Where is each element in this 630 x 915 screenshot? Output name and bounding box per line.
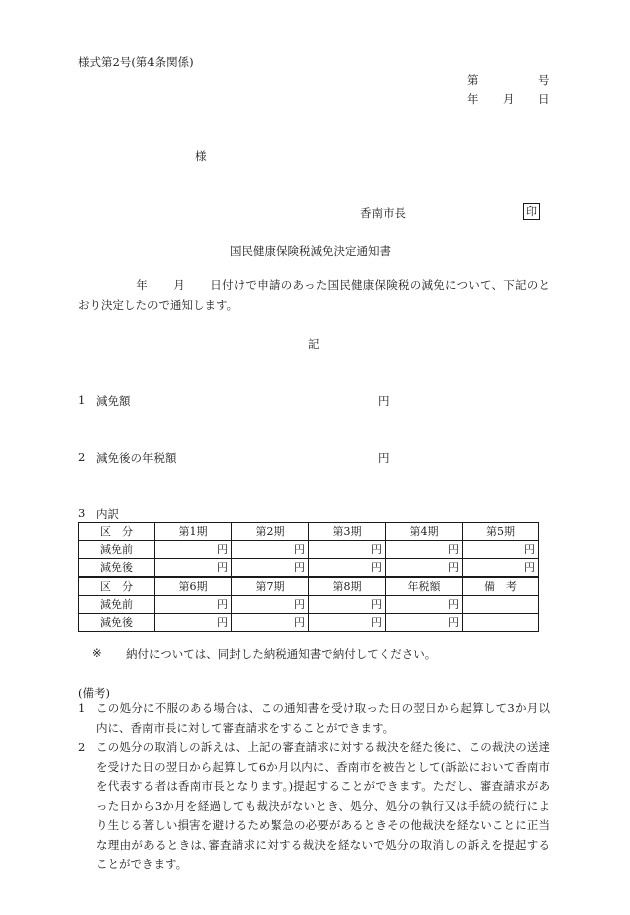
remark-note-number: 1: [78, 701, 86, 715]
row-label: 減免前: [79, 541, 155, 559]
remark-note: [78, 738, 550, 875]
document-title: 国民健康保険税減免決定通知書: [230, 244, 391, 258]
item2-label: 減免後の年税額: [96, 451, 177, 465]
amount-cell: 円: [309, 614, 386, 632]
item3-label: 内訳: [96, 507, 119, 521]
table-row: [79, 614, 539, 632]
table-header-cell: 区 分: [79, 523, 155, 541]
item1-unit: 円: [378, 394, 390, 408]
form-number: 様式第2号(第4条関係): [78, 55, 194, 69]
recipient-honorific: 様: [195, 149, 207, 163]
table-header-cell: 第5期: [463, 523, 539, 541]
table-row: [79, 541, 539, 559]
payment-note-mark: ※: [92, 646, 102, 660]
amount-cell: 円: [309, 559, 386, 578]
amount-cell: 円: [232, 541, 309, 559]
table-header-cell: 第6期: [155, 577, 232, 596]
remark-note-number: 2: [78, 740, 86, 754]
amount-cell: 円: [386, 614, 463, 632]
remarks-cell: [463, 614, 539, 632]
table-row: [79, 596, 539, 614]
payment-note-text: 納付については、同封した納税通知書で納付してください。: [126, 647, 437, 661]
item1-label: 減免額: [96, 394, 131, 408]
amount-cell: 円: [386, 596, 463, 614]
table-header-row: [79, 577, 539, 596]
amount-cell: 円: [155, 614, 232, 632]
intro-paragraph: [78, 276, 550, 315]
table-header-cell: 備 考: [463, 577, 539, 596]
table-header-cell: 第3期: [309, 523, 386, 541]
table-header-cell: 第7期: [232, 577, 309, 596]
amount-cell: 円: [309, 541, 386, 559]
table-header-cell: 区 分: [79, 577, 155, 596]
amount-cell: 円: [155, 541, 232, 559]
table-header-cell: 第4期: [386, 523, 463, 541]
amount-cell: 円: [463, 559, 539, 578]
intro-text: 日付けで申請のあった国民健康保険税の減免について、下記のとおり決定したので通知します。: [78, 278, 551, 312]
table-header-cell: 第2期: [232, 523, 309, 541]
remark-note-text: この処分の取消しの訴えは、上記の審査請求に対する裁決を経た後に、この裁決の送達を受けた日の翌日から起算して6か月以内に、香南市を被告として(訴訟において香南市を代表する者は香南市長となります。)提起することができます。ただし、審査請求があった日から3か月を経過しても裁決がないとき、処分、処分の執行又は手続の続行により生じる著しい損害を避けるため緊急の必要があるときその他裁決を経ないことに正当な理由があるときは､審査請求に対する裁決を経ないで処分の取消しの訴えを提起することができます。: [96, 740, 550, 871]
remark-note: [78, 699, 550, 738]
intro-year: 年: [136, 278, 148, 292]
amount-cell: 円: [232, 596, 309, 614]
amount-cell: 円: [386, 541, 463, 559]
date-day: 日: [538, 92, 550, 106]
row-label: 減免前: [79, 596, 155, 614]
official-seal-box: 印: [523, 203, 540, 220]
amount-cell: 円: [232, 559, 309, 578]
ki-label: 記: [308, 337, 320, 351]
intro-month: 月: [173, 278, 185, 292]
table-row: [79, 559, 539, 578]
table-header-cell: 年税額: [386, 577, 463, 596]
amount-cell: 円: [232, 614, 309, 632]
amount-cell: 円: [386, 559, 463, 578]
amount-cell: 円: [155, 596, 232, 614]
table-header-row: [79, 523, 539, 541]
row-label: 減免後: [79, 559, 155, 578]
amount-cell: 円: [309, 596, 386, 614]
item1-number: 1: [78, 393, 86, 407]
table-header-cell: 第1期: [155, 523, 232, 541]
amount-cell: 円: [463, 541, 539, 559]
item2-unit: 円: [378, 451, 390, 465]
date-month: 月: [503, 92, 515, 106]
breakdown-table: [78, 522, 539, 632]
sender-name: 香南市長: [360, 206, 406, 220]
remarks-heading: (備考): [78, 686, 110, 700]
remarks-cell: [463, 596, 539, 614]
doc-number-label-left: 第: [467, 73, 479, 87]
item3-number: 3: [78, 506, 86, 520]
item2-number: 2: [78, 450, 86, 464]
doc-number-label-right: 号: [538, 73, 550, 87]
remark-note-text: この処分に不服のある場合は、この通知書を受け取った日の翌日から起算して3か月以内に、香南市長に対して審査請求をすることができます。: [96, 701, 550, 735]
table-header-cell: 第8期: [309, 577, 386, 596]
amount-cell: 円: [155, 559, 232, 578]
row-label: 減免後: [79, 614, 155, 632]
date-year: 年: [467, 92, 479, 106]
